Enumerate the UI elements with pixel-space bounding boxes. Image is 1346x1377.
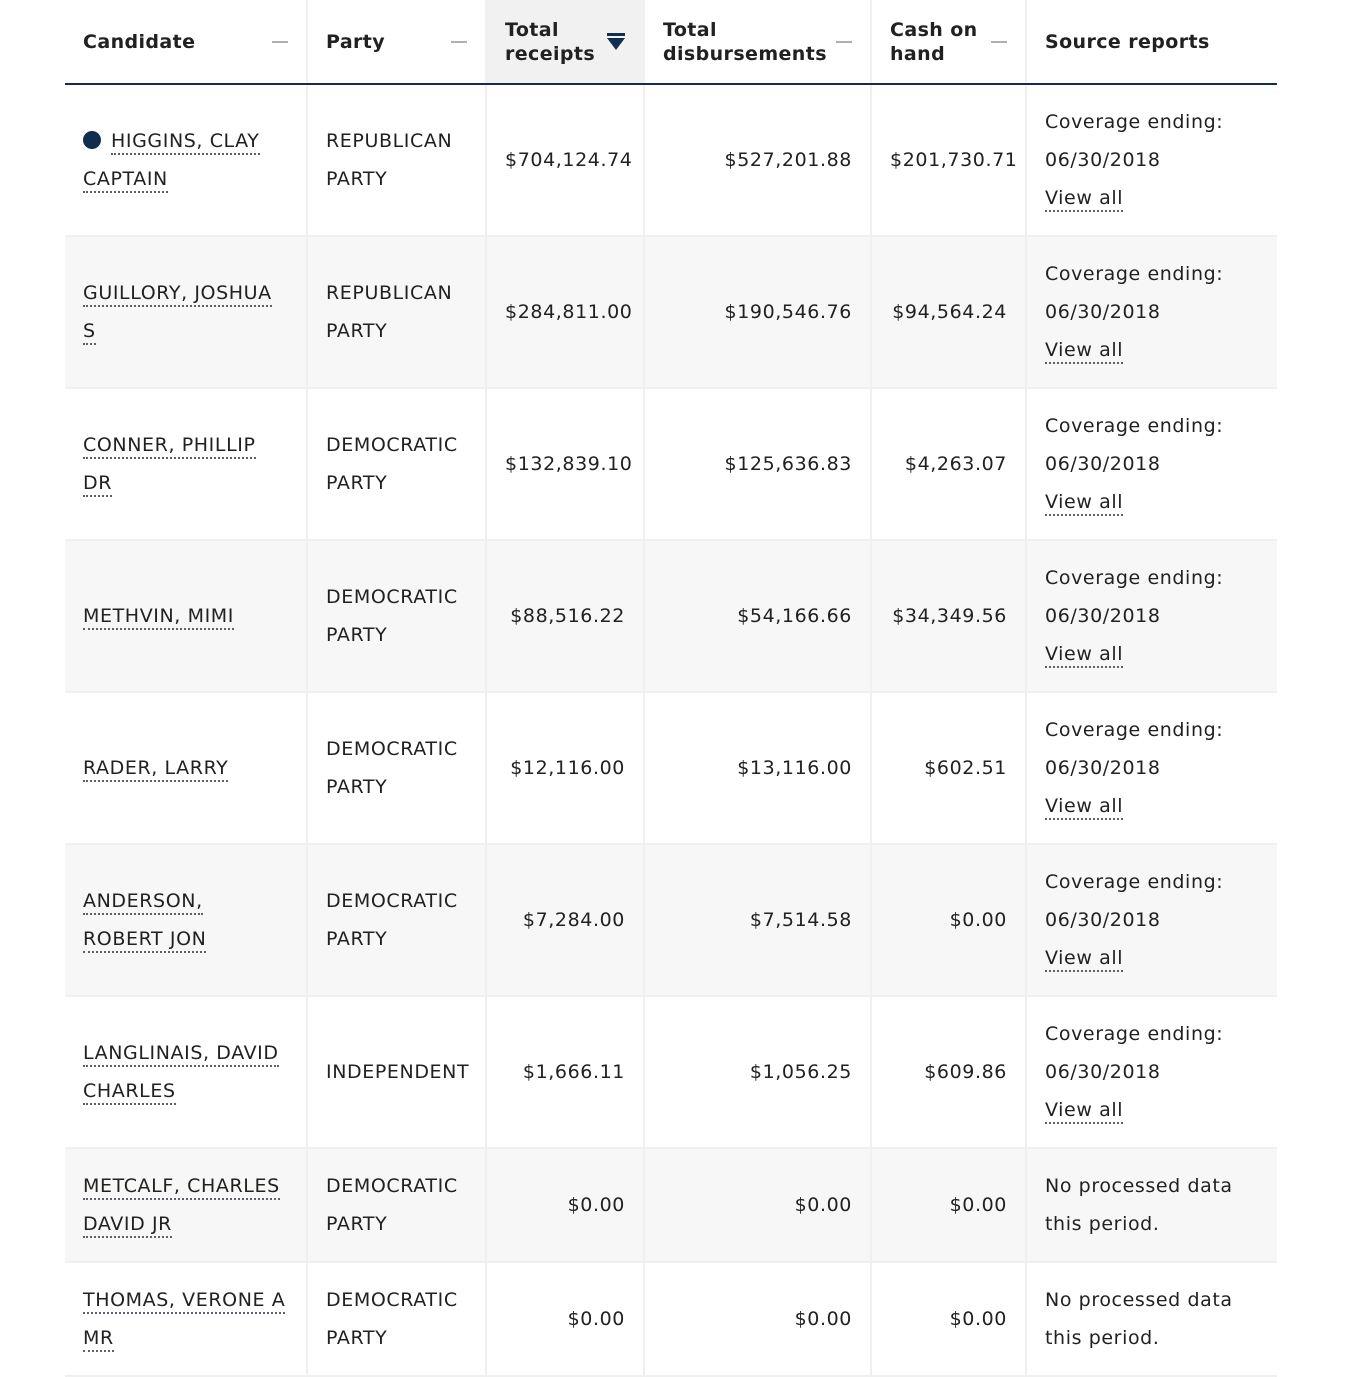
- party-cell: REPUBLICAN PARTY: [307, 84, 486, 236]
- candidate-link[interactable]: GUILLORY, JOSHUA S: [83, 282, 272, 345]
- table-row: [65, 844, 1277, 996]
- header-line: Total: [663, 18, 717, 41]
- source-reports-cell: [1026, 540, 1277, 692]
- party-cell: DEMOCRATIC PARTY: [307, 1262, 486, 1376]
- column-header-source-reports: [1026, 0, 1277, 84]
- column-header-cash-on-hand[interactable]: [871, 0, 1026, 84]
- column-header-candidate[interactable]: [65, 0, 307, 84]
- table-row: [65, 692, 1277, 844]
- coverage-text: Coverage ending: 06/30/2018: [1045, 871, 1224, 931]
- coverage-text: Coverage ending: 06/30/2018: [1045, 263, 1224, 323]
- cash-on-hand-cell: $602.51: [871, 692, 1026, 844]
- coverage-text: Coverage ending: 06/30/2018: [1045, 415, 1224, 475]
- candidate-link[interactable]: ANDERSON, ROBERT JON: [83, 890, 206, 953]
- view-all-link[interactable]: View all: [1045, 1099, 1123, 1124]
- column-header-candidate-label: Candidate: [83, 30, 196, 53]
- candidate-cell: [65, 1148, 307, 1262]
- source-reports-cell: [1026, 236, 1277, 388]
- total-disbursements-cell: $0.00: [644, 1262, 871, 1376]
- candidate-link[interactable]: HIGGINS, CLAY CAPTAIN: [83, 130, 260, 193]
- view-all-link[interactable]: View all: [1045, 339, 1123, 364]
- party-cell: DEMOCRATIC PARTY: [307, 844, 486, 996]
- candidate-link[interactable]: METCALF, CHARLES DAVID JR: [83, 1175, 280, 1238]
- view-all-link[interactable]: View all: [1045, 643, 1123, 668]
- column-header-party[interactable]: [307, 0, 486, 84]
- candidate-cell: [65, 996, 307, 1148]
- source-reports-cell: [1026, 692, 1277, 844]
- candidate-cell: [65, 1262, 307, 1376]
- party-cell: INDEPENDENT: [307, 996, 486, 1148]
- incumbent-dot-icon: [83, 131, 101, 149]
- table-row: [65, 1262, 1277, 1376]
- cash-on-hand-cell: $0.00: [871, 1148, 1026, 1262]
- column-header-total-receipts[interactable]: [486, 0, 644, 84]
- dash-icon[interactable]: [991, 41, 1007, 43]
- party-cell: DEMOCRATIC PARTY: [307, 540, 486, 692]
- view-all-link[interactable]: View all: [1045, 795, 1123, 820]
- candidate-link[interactable]: CONNER, PHILLIP DR: [83, 434, 256, 497]
- column-header-total-disbursements-label: [663, 18, 827, 66]
- table-row: [65, 1148, 1277, 1262]
- total-receipts-cell: $0.00: [486, 1148, 644, 1262]
- total-disbursements-cell: $125,636.83: [644, 388, 871, 540]
- view-all-link[interactable]: View all: [1045, 947, 1123, 972]
- source-reports-cell: [1026, 388, 1277, 540]
- column-header-total-receipts-label: [505, 18, 595, 66]
- column-header-cash-on-hand-label: [890, 18, 978, 66]
- candidate-cell: [65, 84, 307, 236]
- cash-on-hand-cell: $94,564.24: [871, 236, 1026, 388]
- table-row: [65, 84, 1277, 236]
- cash-on-hand-cell: $4,263.07: [871, 388, 1026, 540]
- total-receipts-cell: $12,116.00: [486, 692, 644, 844]
- source-reports-cell: [1026, 844, 1277, 996]
- view-all-link[interactable]: View all: [1045, 491, 1123, 516]
- total-receipts-cell: $88,516.22: [486, 540, 644, 692]
- candidate-link[interactable]: LANGLINAIS, DAVID CHARLES: [83, 1042, 279, 1105]
- cash-on-hand-cell: $0.00: [871, 1262, 1026, 1376]
- candidate-cell: [65, 844, 307, 996]
- total-receipts-cell: $0.00: [486, 1262, 644, 1376]
- total-disbursements-cell: $54,166.66: [644, 540, 871, 692]
- party-cell: REPUBLICAN PARTY: [307, 236, 486, 388]
- candidate-link[interactable]: METHVIN, MIMI: [83, 605, 234, 630]
- total-disbursements-cell: $1,056.25: [644, 996, 871, 1148]
- header-line: disbursements: [663, 42, 827, 65]
- dash-icon[interactable]: [451, 41, 467, 43]
- candidate-cell: [65, 692, 307, 844]
- candidates-table: [65, 0, 1277, 1377]
- header-line: hand: [890, 42, 946, 65]
- table-row: [65, 540, 1277, 692]
- dash-icon[interactable]: [272, 41, 288, 43]
- table-row: [65, 236, 1277, 388]
- total-disbursements-cell: $527,201.88: [644, 84, 871, 236]
- header-line: Cash on: [890, 18, 978, 41]
- coverage-text: Coverage ending: 06/30/2018: [1045, 111, 1224, 171]
- column-header-source-reports-label: Source reports: [1045, 30, 1210, 53]
- source-reports-cell: No processed data this period.: [1026, 1262, 1277, 1376]
- cash-on-hand-cell: $34,349.56: [871, 540, 1026, 692]
- cash-on-hand-cell: $201,730.71: [871, 84, 1026, 236]
- cash-on-hand-cell: $0.00: [871, 844, 1026, 996]
- candidates-table-container: [65, 0, 1277, 1377]
- party-cell: DEMOCRATIC PARTY: [307, 692, 486, 844]
- party-cell: DEMOCRATIC PARTY: [307, 388, 486, 540]
- column-header-party-label: Party: [326, 30, 386, 53]
- total-disbursements-cell: $190,546.76: [644, 236, 871, 388]
- coverage-text: Coverage ending: 06/30/2018: [1045, 719, 1224, 779]
- table-row: [65, 996, 1277, 1148]
- header-line: Total: [505, 18, 559, 41]
- total-receipts-cell: $7,284.00: [486, 844, 644, 996]
- candidate-link[interactable]: RADER, LARRY: [83, 757, 228, 782]
- candidate-cell: [65, 540, 307, 692]
- candidate-cell: [65, 388, 307, 540]
- coverage-text: Coverage ending: 06/30/2018: [1045, 567, 1224, 627]
- total-receipts-cell: $132,839.10: [486, 388, 644, 540]
- total-disbursements-cell: $0.00: [644, 1148, 871, 1262]
- total-disbursements-cell: $7,514.58: [644, 844, 871, 996]
- source-reports-cell: No processed data this period.: [1026, 1148, 1277, 1262]
- total-disbursements-cell: $13,116.00: [644, 692, 871, 844]
- source-reports-cell: [1026, 996, 1277, 1148]
- column-header-total-disbursements[interactable]: [644, 0, 871, 84]
- table-header-row: [65, 0, 1277, 84]
- party-cell: DEMOCRATIC PARTY: [307, 1148, 486, 1262]
- dash-icon[interactable]: [836, 41, 852, 43]
- table-row: [65, 388, 1277, 540]
- candidate-link[interactable]: THOMAS, VERONE A MR: [83, 1289, 285, 1352]
- view-all-link[interactable]: View all: [1045, 187, 1123, 212]
- header-line: receipts: [505, 42, 596, 65]
- total-receipts-cell: $704,124.74: [486, 84, 644, 236]
- sort-descending-icon[interactable]: [607, 33, 625, 50]
- candidate-cell: [65, 236, 307, 388]
- total-receipts-cell: $284,811.00: [486, 236, 644, 388]
- source-reports-cell: [1026, 84, 1277, 236]
- coverage-text: Coverage ending: 06/30/2018: [1045, 1023, 1224, 1083]
- cash-on-hand-cell: $609.86: [871, 996, 1026, 1148]
- total-receipts-cell: $1,666.11: [486, 996, 644, 1148]
